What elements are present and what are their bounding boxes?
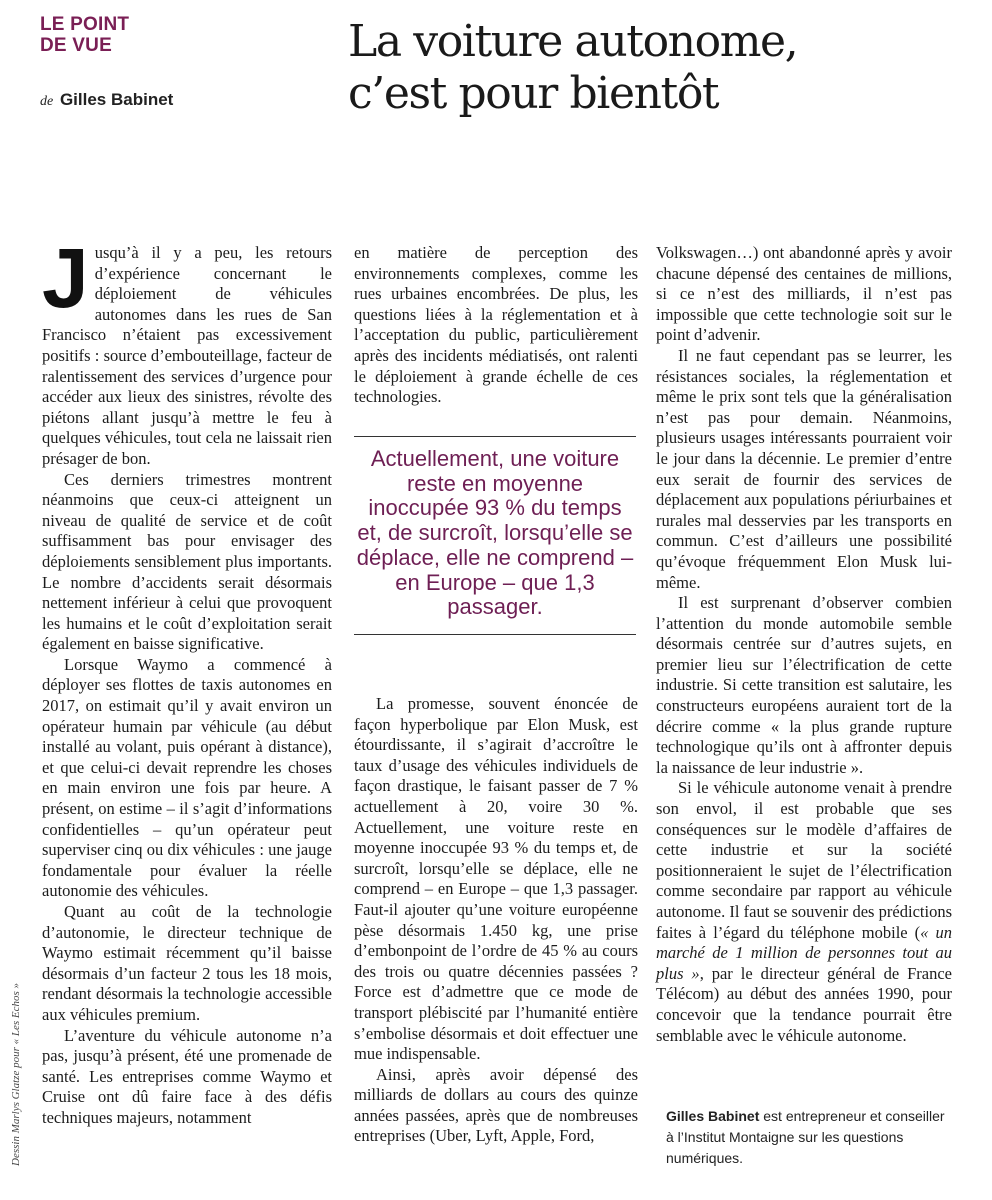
pull-quote: [354, 436, 636, 635]
kicker-line-1: LE POINT: [40, 14, 130, 35]
byline: [40, 90, 173, 110]
paragraph: Ainsi, après avoir dépensé des milliards de dollars au cours des quinze années passées, après que de nombreuses entreprises (Uber, Lyft, Apple, Ford,: [354, 1064, 638, 1146]
paragraph: Ces derniers trimestres montrent néanmoins que ceux-ci atteignent un niveau de qualité de service et de coût suffisamment bas pour envisager des déploiements sensiblement plus importants. Le nombre d’accidents serait désormais nettement inférieur à celui que provoquent les humains et le coût d’exploitation serait également en baisse significative.: [42, 469, 332, 654]
credit-prefix: Dessin Marlys Glatze pour: [10, 1044, 22, 1166]
section-kicker: [40, 14, 129, 56]
pull-quote-text: Actuellement, une voiture reste en moyenne inoccupée 93 % du temps et, de surcroît, lorsqu’elle se déplace, elle ne comprend – en Europe – que 1,3 passager.: [356, 446, 634, 620]
illustration-credit: [10, 983, 22, 1166]
article-column-2-top: [354, 243, 638, 408]
paragraph: [656, 778, 952, 1046]
bio-text: est entrepreneur et conseiller à l’Institut Montaigne sur les questions numériques.: [666, 1108, 945, 1166]
paragraph: Il est surprenant d’observer combien l’attention du monde automobile semble désormais centrée sur d’autres sujets, en premier lieu sur l’électrification de cette industrie. Si cette transition est salutaire, les constructeurs européens auraient tort de la décrire comme « la plus grande rupture technologique qu’ils ont à affronter depuis la naissance de leur industrie ».: [656, 593, 952, 777]
paragraph: Quant au coût de la technologie d’autonomie, le directeur technique de Waymo estimait récemment qu’il baisse désormais d’un facteur 2 tous les 18 mois, rendant désormais la technologie accessible aux véhicules premium.: [42, 902, 332, 1024]
paragraph: [42, 231, 332, 470]
headline-line-2: c’est pour bientôt: [348, 68, 719, 119]
article-column-3: [656, 243, 952, 1046]
paragraph: Lorsque Waymo a commencé à déployer ses flottes de taxis autonomes en 2017, on estimait qu’il y avait environ un opérateur humain par véhicule (au début installé au volant, puis opérant à distance), et que celui-ci devait reprendre les choses en main environ une fois par heure. A présent, on estime – il s’agit d’informations confidentielles – qu’un opérateur peut superviser cinq ou dix véhicules : une jauge fondamentale pour évaluer la réelle autonomie des véhicules.: [42, 654, 332, 901]
author-bio: [666, 1106, 956, 1169]
paragraph: L’aventure du véhicule autonome n’a pas, jusqu’à présent, été une promenade de santé. Les entreprises comme Waymo et Cruise ont dû faire face à des défis techniques majeurs, notamment: [42, 1025, 332, 1127]
quoted-prediction: « un marché de 1 million de personnes tout au plus »: [656, 922, 952, 983]
paragraph-text: usqu’à il y a peu, les retours d’expérience concernant le déploiement de véhicules autonomes dans les rues de San Francisco n’étaient pas excessivement positifs : source d’embouteillage, facteur de ralentissement des services d’urgence pour accéder aux lieux des sinistres, révolte des piétons allant jusqu’à mettre le feu à quelques véhicules, tout cela ne laissait rien présager de bon.: [42, 243, 332, 468]
byline-author: Gilles Babinet: [59, 90, 174, 109]
bio-name: Gilles Babinet: [666, 1108, 760, 1124]
drop-cap: J: [42, 231, 89, 325]
paragraph: Il ne faut cependant pas se leurrer, les résistances sociales, la réglementation et même le prix sont tels que la généralisation n’est pas pour demain. Néanmoins, plusieurs usages intéressants pourraient voir le jour dans la décennie. Le premier d’entre eux serait de fournir des services de déplacement aux populations périurbaines et rurales mal desservies par les transports en commun. C’est d’ailleurs une possibilité qu’évoque fréquemment Elon Musk lui-même.: [656, 345, 952, 592]
paragraph: Volkswagen…) ont abandonné après y avoir chacune dépensé des centaines de millions, si ce n’est des milliards, il n’est pas impossible que cette technologie soit sur le point d’advenir.: [656, 243, 952, 345]
headline: [348, 16, 978, 120]
paragraph: La promesse, souvent énoncée de façon hyperbolique par Elon Musk, est étourdissante, il s’agirait d’accroître le taux d’usage des véhicules individuels de façon drastique, le faisant passer de 7 % actuellement à 20, voire 30 %. Actuellement, une voiture reste en moyenne inoccupée 93 % du temps et, de surcroît, lorsqu’elle se déplace, elle ne comprend – en Europe – que 1,3 passager. Faut-il ajouter qu’une voiture européenne pèse désormais 1.450 kg, une prise d’embonpoint de l’ordre de 45 % au cours des trois ou quatre décennies passées ? Force est d’admettre que ce mode de transport plébiscité par l’humanité entière s’embolise désormais et doit effectuer une mue indispensable.: [354, 694, 638, 1064]
kicker-line-2: DE VUE: [40, 35, 112, 56]
paragraph: en matière de perception des environnements complexes, comme les rues urbaines encombrées. De plus, les questions liées à la réglementation et à l’acceptation du public, particulièrement après des incidents médiatisés, ont ralenti le déploiement à grande échelle de ces technologies.: [354, 243, 638, 407]
article-column-2-bottom: [354, 694, 638, 1147]
byline-prefix: de: [40, 94, 54, 109]
headline-line-1: La voiture autonome,: [348, 16, 798, 67]
credit-source: « Les Echos »: [10, 982, 22, 1045]
paragraph-text: Si le véhicule autonome venait à prendre son envol, il est probable que ses conséquences sur le modèle d’affaires de cette industrie et sur la société positionneraient le sujet de l’électrification comme secondaire par rapport au véhicule autonome. Il faut se souvenir des prédictions faites à l’égard du téléphone mobile (: [656, 778, 952, 942]
article-column-1: [42, 231, 332, 1129]
paragraph-text: , par le directeur général de France Télécom) au début des années 1990, pour concevoir que la tendance pourrait être semblable avec le véhicule autonome.: [656, 963, 952, 1045]
